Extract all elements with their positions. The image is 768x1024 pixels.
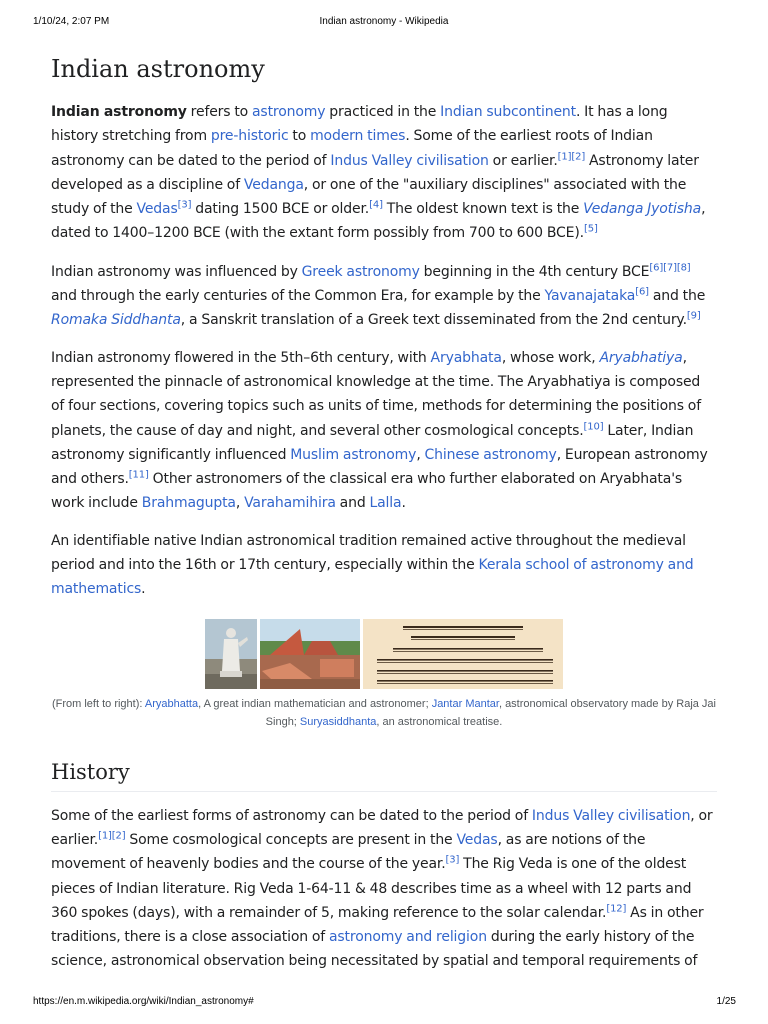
link-indus-valley-civilisation[interactable]: Indus Valley civilisation — [531, 807, 691, 824]
intro-paragraph-1 — [51, 100, 717, 246]
intro-paragraph-2 — [51, 260, 717, 333]
text-run: . It has a long history stretching from — [51, 104, 668, 145]
text-run: , astronomical observatory made by Raja Jai Singh; — [265, 697, 716, 728]
text-run: Later, Indian astronomy significantly influenced — [51, 422, 694, 463]
citation-link[interactable]: [10] — [583, 420, 604, 432]
citation-link[interactable]: [4] — [369, 199, 383, 211]
citation-link[interactable]: [5] — [583, 223, 598, 235]
text-run: and — [335, 495, 370, 512]
print-footer — [0, 996, 768, 1010]
print-page-number: 1/25 — [716, 996, 736, 1007]
text-run: Indian astronomy was influenced by — [51, 263, 302, 280]
text-run: , whose work, — [501, 349, 600, 366]
link-astronomy-and-religion[interactable]: astronomy and religion — [328, 929, 487, 946]
article-content — [51, 52, 717, 974]
text-run: Astronomy later developed as a discipline of — [51, 152, 699, 193]
citation-link[interactable]: [2] — [111, 830, 126, 842]
suryasiddhanta-manuscript-image[interactable] — [363, 619, 563, 689]
intro-paragraph-3 — [51, 346, 717, 516]
text-run: to — [288, 128, 311, 145]
text-run: Indian astronomy flowered in the 5th–6th century, with — [51, 349, 431, 366]
text-run: , an astronomical treatise. — [376, 715, 503, 728]
figure-caption — [51, 695, 717, 731]
link-kerala-school[interactable]: Kerala school of astronomy and mathematics — [51, 557, 694, 598]
text-run: beginning in the 4th century BCE — [419, 263, 650, 280]
print-url: https://en.m.wikipedia.org/wiki/Indian_astronomy# — [33, 996, 254, 1007]
citation-link[interactable]: [2] — [571, 150, 586, 162]
citation-link[interactable]: [12] — [606, 903, 627, 915]
text-run: Some of the earliest forms of astronomy can be dated to the period of — [51, 807, 532, 824]
text-run: , European astronomy and others. — [51, 446, 708, 488]
link-aryabhatiya[interactable] — [599, 350, 682, 366]
aryabhatta-statue-image[interactable] — [205, 619, 257, 689]
bold-term: Indian astronomy — [51, 104, 187, 120]
manuscript-graphic — [363, 619, 563, 689]
text-run: , as are notions of the movement of heavenly bodies and the course of the year. — [51, 831, 646, 873]
text-run: refers to — [186, 104, 252, 120]
citation-link[interactable]: [3] — [445, 854, 460, 866]
text-run: practiced in the — [325, 104, 441, 120]
text-run: . Some of the earliest roots of Indian astronomy can be dated to the period of — [51, 128, 653, 169]
text-run: , A great indian mathematician and astronomer; — [198, 697, 432, 710]
link-chinese-astronomy[interactable]: Chinese astronomy — [424, 446, 557, 463]
citation-link[interactable]: [1] — [98, 830, 112, 842]
link-aryabhatta[interactable]: Aryabhatta — [144, 697, 199, 710]
observatory-graphic — [260, 619, 360, 689]
text-run: . — [401, 495, 406, 512]
link-brahmagupta[interactable]: Brahmagupta — [141, 495, 236, 512]
citation-link[interactable]: [1] — [557, 150, 572, 162]
text-run: The Rig Veda is one of the oldest pieces of Indian literature. Rig Veda 1-64-11 & 48 describes time as a wheel with 12 parts and 360 spokes (days), with a remainder of 5, making reference to the solar calendar. — [51, 856, 692, 921]
text-run: and through the early centuries of the Common Era, for example by the — [51, 288, 545, 305]
section-divider — [51, 791, 717, 792]
figure-gallery — [51, 619, 717, 731]
link-pre-historic[interactable]: pre-historic — [210, 128, 289, 145]
text-run: , — [416, 446, 425, 463]
citation-link[interactable]: [3] — [177, 199, 192, 211]
citation-link[interactable]: [11] — [128, 469, 149, 481]
link-vedas[interactable]: Vedas — [456, 831, 498, 848]
text-run: . — [141, 581, 146, 598]
link-yavanajataka[interactable]: Yavanajataka — [544, 288, 636, 305]
text-run: , represented the pinnacle of astronomical knowledge at the time. The Aryabhatiya is composed of four sections, covering topics such as units of time, methods for determining the positions of planets, the cause of day and night, and several other cosmological concepts. — [51, 349, 701, 439]
text-run: or earlier. — [488, 152, 558, 169]
section-heading-history[interactable]: History — [51, 759, 130, 784]
link-varahamihira[interactable]: Varahamihira — [244, 495, 336, 512]
link-greek-astronomy[interactable]: Greek astronomy — [301, 263, 420, 280]
text-run: An identifiable native Indian astronomical tradition remained active throughout the medieval period and into the 16th or 17th century, especially within the — [51, 532, 686, 574]
text-run: , dated to 1400–1200 BCE (with the extant form possibly from 700 to 600 BCE). — [51, 201, 706, 242]
link-indian-subcontinent[interactable]: Indian subcontinent — [440, 104, 576, 120]
citation-link[interactable]: [6] — [635, 286, 649, 298]
link-vedanga-jyotisha[interactable] — [583, 201, 701, 217]
gallery-images — [51, 619, 717, 689]
link-muslim-astronomy[interactable]: Muslim astronomy — [290, 446, 417, 463]
citation-link[interactable]: [8] — [676, 262, 691, 274]
text-run: , or one of the "auxiliary disciplines" associated with the study of the — [51, 176, 687, 218]
link-indus-valley-civilisation[interactable]: Indus Valley civilisation — [330, 152, 489, 169]
history-paragraph-1 — [51, 804, 717, 974]
text-run: and the — [648, 288, 706, 305]
text-run: , — [235, 495, 245, 512]
text-run: dating 1500 BCE or older. — [191, 201, 370, 218]
citation-link[interactable]: [7] — [663, 262, 677, 274]
link-text: Vedanga Jyotisha — [583, 201, 702, 218]
link-aryabhata[interactable]: Aryabhata — [430, 349, 502, 366]
link-text: Romaka Siddhanta — [51, 312, 181, 329]
text-run: As in other traditions, there is a close association of — [51, 904, 704, 946]
jantar-mantar-image[interactable] — [260, 619, 360, 689]
link-modern-times[interactable]: modern times — [310, 128, 406, 145]
intro-paragraph-4 — [51, 529, 717, 602]
text-run: (From left to right): — [51, 697, 145, 710]
link-suryasiddhanta[interactable]: Suryasiddhanta — [299, 715, 377, 728]
print-datetime: 1/10/24, 2:07 PM — [33, 16, 110, 27]
text-run: , a Sanskrit translation of a Greek text disseminated from the 2nd century. — [180, 312, 687, 329]
link-text: Aryabhatiya — [599, 349, 683, 366]
print-page-title: Indian astronomy - Wikipedia — [319, 16, 449, 27]
text-run: The oldest known text is the — [382, 201, 584, 218]
text-run: , or earlier. — [51, 807, 713, 848]
text-run: Other astronomers of the classical era who further elaborated on Aryabhata's work include — [51, 471, 683, 512]
text-run: during the early history of the science, astronomical observation being necessitated by spatial and temporal requirements of — [51, 929, 698, 970]
statue-graphic — [205, 619, 257, 689]
print-header — [0, 16, 768, 30]
link-vedas[interactable]: Vedas — [136, 201, 178, 218]
link-astronomy[interactable]: astronomy — [252, 104, 326, 120]
citation-link[interactable]: [9] — [686, 310, 701, 322]
text-run: Some cosmological concepts are present in the — [125, 831, 457, 848]
link-jantar-mantar[interactable]: Jantar Mantar — [431, 697, 499, 710]
link-vedanga[interactable]: Vedanga — [243, 176, 304, 193]
link-lalla[interactable]: Lalla — [369, 495, 402, 512]
link-romaka-siddhanta[interactable] — [51, 312, 181, 328]
page-title: Indian astronomy — [51, 55, 265, 83]
citation-link[interactable]: [6] — [649, 262, 664, 274]
